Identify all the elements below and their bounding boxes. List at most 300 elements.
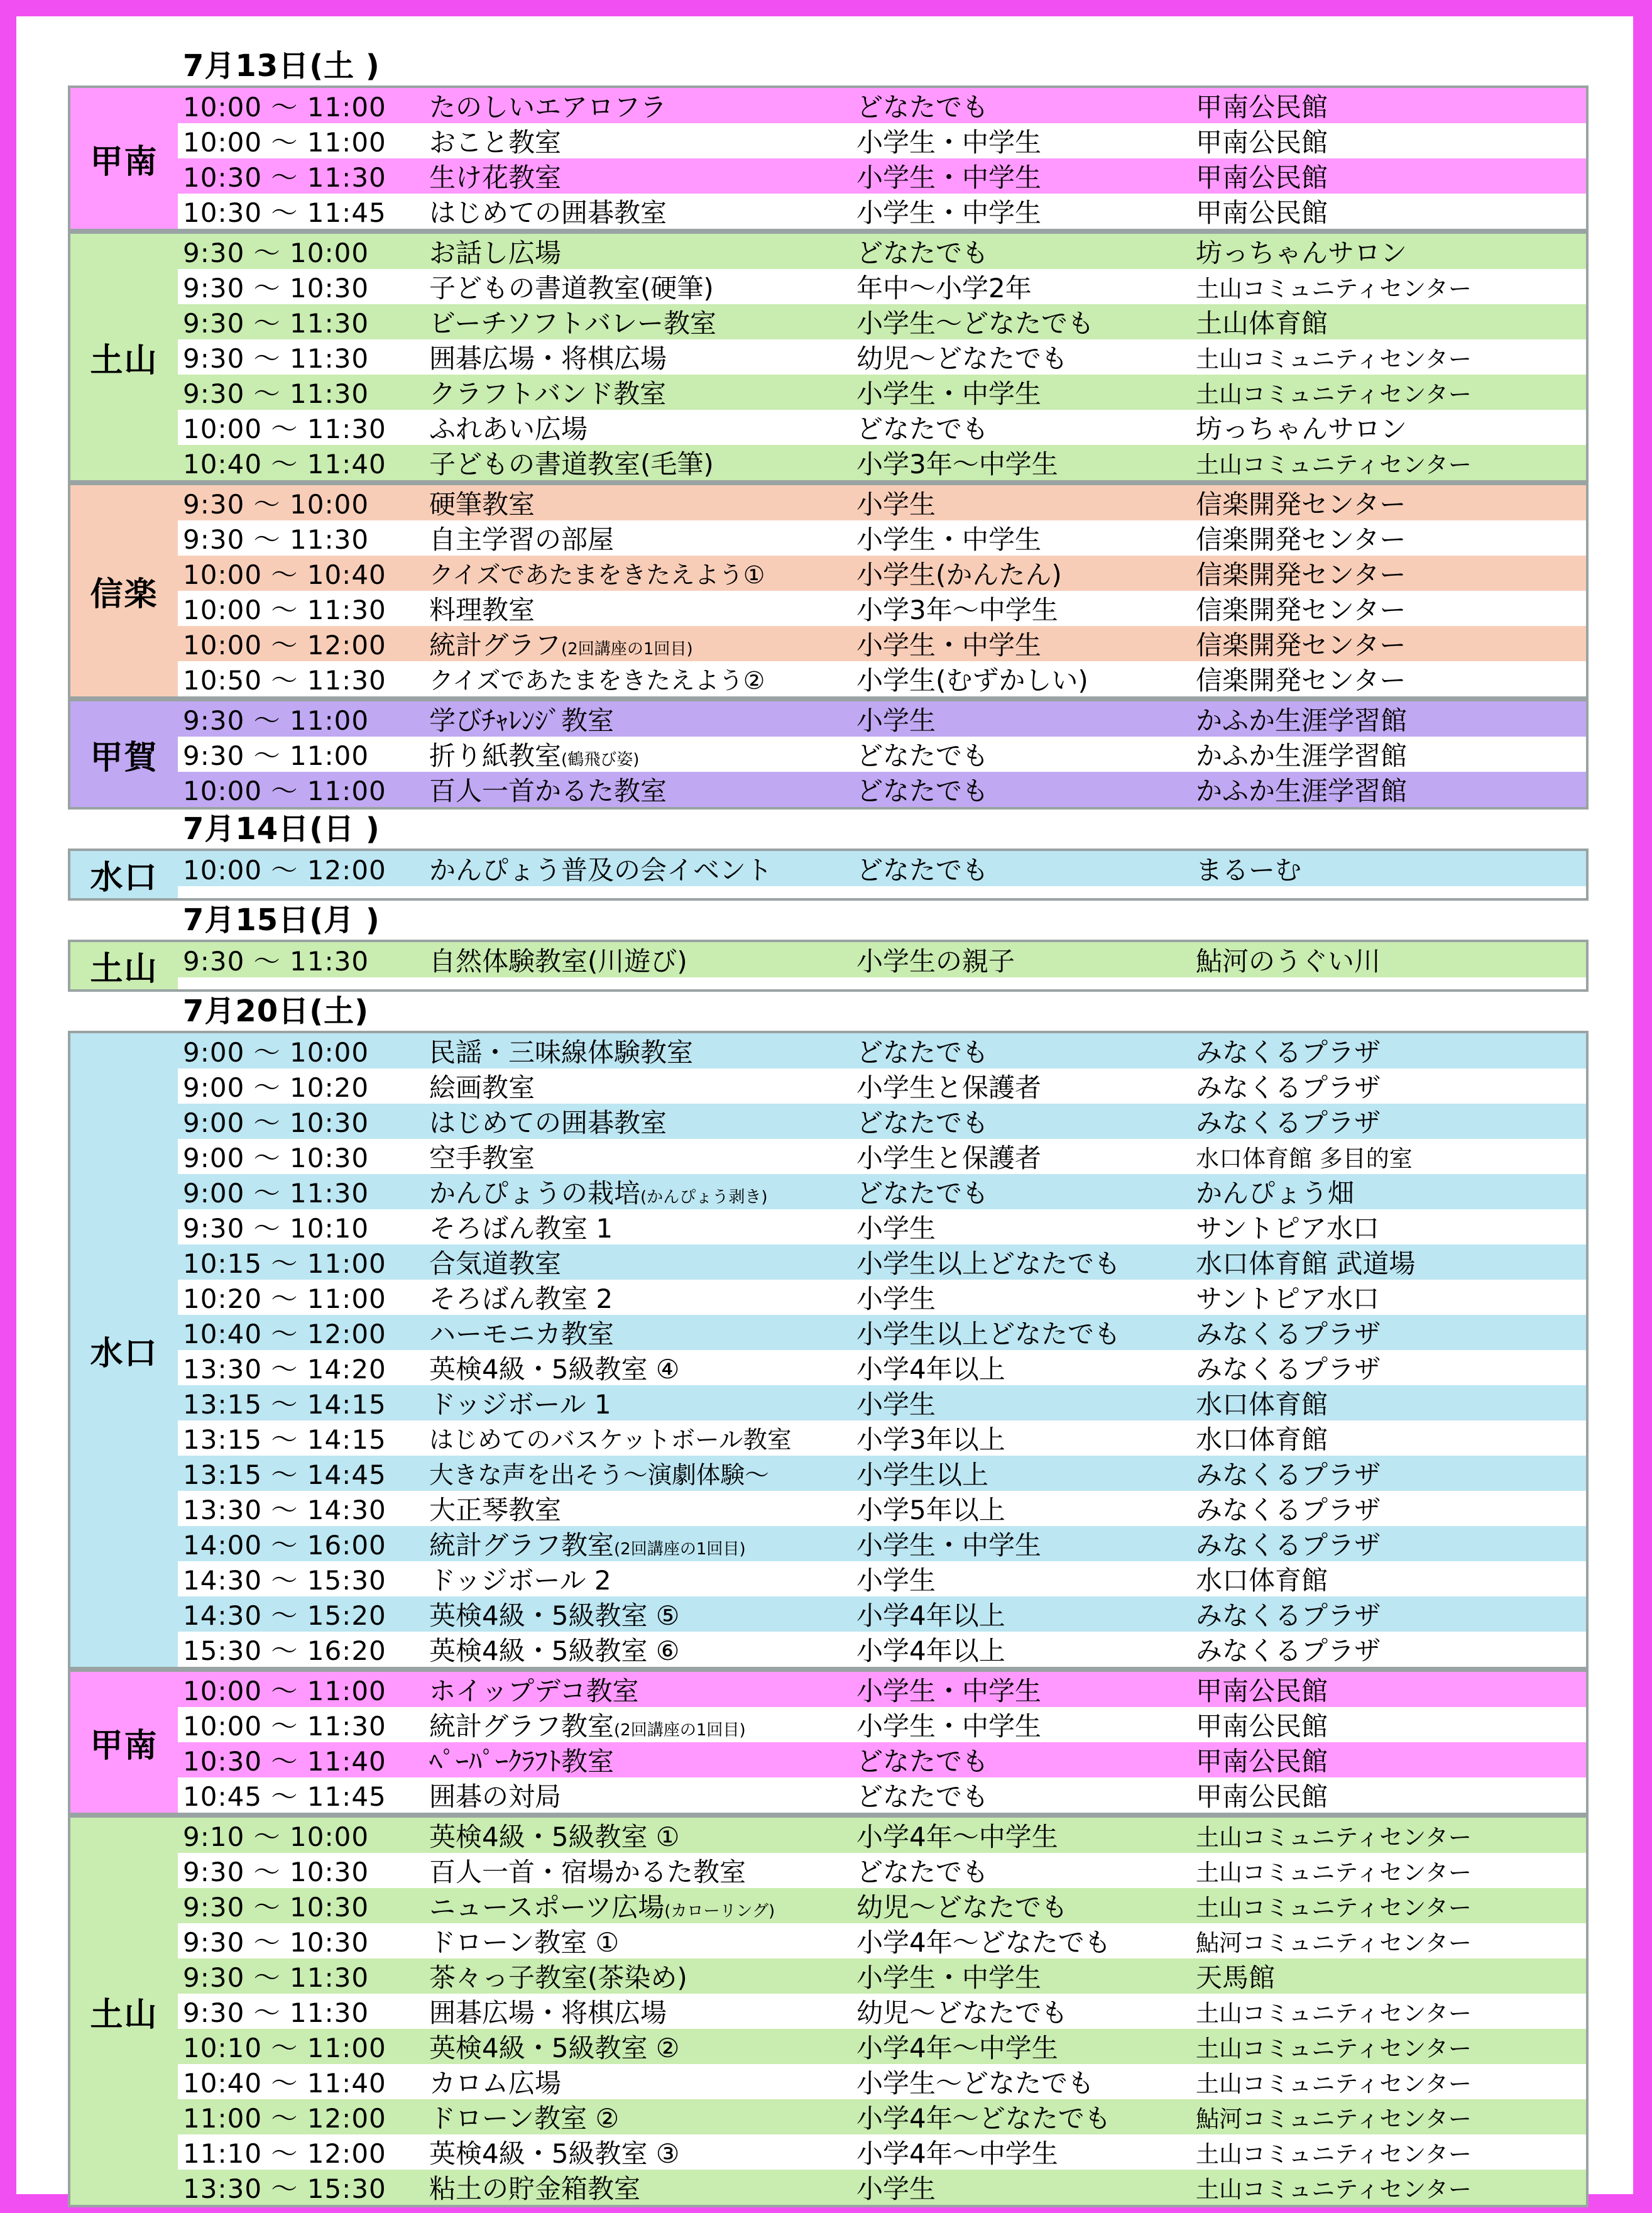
event-title-text: ホイップデコ教室 <box>429 1676 639 1706</box>
event-title-text: ドッジボール 1 <box>429 1389 611 1420</box>
event-title <box>429 409 856 446</box>
event-row <box>178 1818 1586 1853</box>
event-title-text: 統計グラフ教室 <box>429 1711 615 1742</box>
event-target: 小学4年以上 <box>856 1354 1005 1385</box>
event-rows <box>178 701 1586 807</box>
event-place: 土山コミュニティセンター <box>1196 2000 1472 2027</box>
event-time: 9:00 ～ 10:30 <box>183 1107 369 1138</box>
event-row <box>178 1853 1586 1888</box>
event-row <box>178 1244 1586 1280</box>
area-label: 水口 <box>70 1033 178 1667</box>
event-title-note: (かんぴょう剥き) <box>640 1188 768 1207</box>
event-row <box>178 1632 1586 1667</box>
event-title <box>429 192 856 230</box>
event-target: 小学生の親子 <box>856 946 1015 977</box>
event-place: 土山コミュニティセンター <box>1196 346 1472 373</box>
event-row <box>178 772 1586 807</box>
event-title <box>429 268 856 305</box>
event-place: かふか生涯学習館 <box>1196 740 1408 771</box>
event-target: 小学3年以上 <box>856 1424 1005 1455</box>
area-label: 甲南 <box>70 1672 178 1813</box>
event-row <box>178 701 1586 737</box>
event-time: 13:15 ～ 14:15 <box>183 1424 386 1455</box>
event-time: 9:10 ～ 10:00 <box>183 1821 369 1852</box>
event-target: 小学生 <box>856 705 936 736</box>
event-title-text: 絵画教室 <box>429 1072 535 1103</box>
area-block <box>68 848 1589 901</box>
event-time: 10:50 ～ 11:30 <box>183 665 386 696</box>
event-title-text: 統計グラフ <box>429 630 562 661</box>
event-title-text: 統計グラフ教室 <box>429 1530 615 1561</box>
event-place: みなくるプラザ <box>1196 1354 1381 1385</box>
event-title <box>429 1992 856 2030</box>
event-place: 土山コミュニティセンター <box>1196 2176 1472 2203</box>
event-time: 9:30 ～ 11:30 <box>183 946 369 977</box>
event-time: 10:20 ～ 11:00 <box>183 1283 386 1314</box>
event-row <box>178 1596 1586 1632</box>
area-block <box>68 699 1589 810</box>
event-row <box>178 269 1586 304</box>
event-target: 小学生 <box>856 1283 936 1314</box>
event-title <box>429 2063 856 2100</box>
event-row <box>178 88 1586 123</box>
event-title-text: 大正琴教室 <box>429 1495 562 1525</box>
event-place: 甲南公民館 <box>1196 1746 1328 1777</box>
event-place: 水口体育館 <box>1196 1424 1328 1455</box>
event-time: 9:00 ～ 10:20 <box>183 1072 369 1103</box>
event-place: 信楽開発センター <box>1196 489 1406 520</box>
date-heading: 7月20日(土) <box>183 994 369 1029</box>
event-title <box>429 1456 856 1491</box>
event-place: かふか生涯学習館 <box>1196 705 1408 736</box>
area-block <box>68 483 1589 699</box>
event-target: 幼児～どなたでも <box>856 1997 1068 2028</box>
event-row <box>178 1923 1586 1958</box>
event-title <box>429 850 856 887</box>
event-time: 9:30 ～ 10:30 <box>183 1892 369 1923</box>
event-place: みなくるプラザ <box>1196 1600 1381 1631</box>
event-time: 10:15 ～ 11:00 <box>183 1248 386 1279</box>
event-title <box>429 1067 856 1105</box>
event-title-text: 英検4級・5級教室 ⑤ <box>429 1600 680 1631</box>
event-time: 9:30 ～ 11:00 <box>183 705 369 736</box>
event-title <box>429 590 856 627</box>
event-title <box>429 941 856 979</box>
event-place: 土山コミュニティセンター <box>1196 2141 1472 2168</box>
event-target: 小学生 <box>856 1389 936 1420</box>
event-target: 小学4年～どなたでも <box>856 2103 1111 2134</box>
event-title-text: 囲碁の対局 <box>429 1781 562 1812</box>
event-target: 小学4年～中学生 <box>856 2033 1058 2063</box>
event-title-text: 大きな声を出そう～演劇体験～ <box>429 1461 769 1490</box>
event-place: みなくるプラザ <box>1196 1459 1381 1490</box>
event-target: 小学生・中学生 <box>856 162 1042 193</box>
event-title <box>429 2168 856 2206</box>
event-time: 10:40 ～ 12:00 <box>183 1319 386 1349</box>
event-target: 小学生・中学生 <box>856 1962 1042 1993</box>
event-place: 水口体育館 武道場 <box>1196 1248 1416 1279</box>
event-target: 小学生・中学生 <box>856 197 1042 228</box>
event-row <box>178 851 1586 886</box>
event-title-text: かんぴょうの栽培 <box>429 1178 641 1209</box>
event-row <box>178 1104 1586 1139</box>
event-rows <box>178 1818 1586 2205</box>
event-title-text: ふれあい広場 <box>429 414 588 444</box>
event-title <box>429 1243 856 1281</box>
event-place: 甲南公民館 <box>1196 197 1328 228</box>
event-title <box>429 157 856 195</box>
event-target: どなたでも <box>856 1857 989 1887</box>
area-label: 土山 <box>70 1818 178 2205</box>
event-target: 幼児～どなたでも <box>856 343 1068 374</box>
event-title <box>429 2098 856 2136</box>
event-time: 11:00 ～ 12:00 <box>183 2103 386 2134</box>
area-label: 土山 <box>70 942 178 989</box>
event-time: 10:40 ～ 11:40 <box>183 2068 386 2099</box>
event-row <box>178 1420 1586 1456</box>
event-place: 天馬館 <box>1196 1962 1276 1993</box>
area-block <box>68 940 1589 992</box>
event-row <box>178 1456 1586 1491</box>
event-title-text: おこと教室 <box>429 127 562 158</box>
event-time: 14:30 ～ 15:30 <box>183 1565 386 1596</box>
event-title <box>429 700 856 738</box>
event-title <box>429 1525 856 1562</box>
event-title-text: 折り紙教室 <box>429 740 562 771</box>
area-block <box>68 231 1589 483</box>
event-place: サントピア水口 <box>1196 1213 1379 1244</box>
event-title-text: そろばん教室 2 <box>429 1283 613 1314</box>
event-time: 9:30 ～ 11:30 <box>183 1962 369 1993</box>
event-place: 信楽開発センター <box>1196 665 1406 696</box>
event-row <box>178 1315 1586 1350</box>
event-target: 小学生と保護者 <box>856 1143 1042 1173</box>
event-row <box>178 942 1586 977</box>
event-rows <box>178 234 1586 480</box>
event-row <box>178 1994 1586 2029</box>
event-target: 小学生・中学生 <box>856 127 1042 158</box>
event-title-text: お話し広場 <box>429 238 562 268</box>
event-row <box>178 1068 1586 1104</box>
event-row <box>178 591 1586 626</box>
event-place: かふか生涯学習館 <box>1196 776 1408 806</box>
event-time: 10:30 ～ 11:45 <box>183 197 386 228</box>
event-title-text: 英検4級・5級教室 ③ <box>429 2138 680 2169</box>
event-row <box>178 194 1586 229</box>
event-title-text: 粘土の貯金箱教室 <box>429 2173 641 2204</box>
event-rows <box>178 88 1586 229</box>
event-row <box>178 1139 1586 1174</box>
event-title <box>429 1138 856 1175</box>
event-place: 信楽開発センター <box>1196 630 1406 661</box>
event-title <box>429 1776 856 1814</box>
event-title-text: 生け花教室 <box>429 162 562 193</box>
event-title <box>429 1922 856 1960</box>
event-place: 甲南公民館 <box>1196 1781 1328 1812</box>
event-row <box>178 123 1586 158</box>
event-title <box>429 1173 856 1211</box>
event-place: みなくるプラザ <box>1196 1495 1381 1525</box>
event-title <box>429 338 856 376</box>
area-label: 信楽 <box>70 485 178 696</box>
event-row <box>178 520 1586 556</box>
event-time: 10:10 ～ 11:00 <box>183 2033 386 2063</box>
event-time: 14:00 ～ 16:00 <box>183 1530 386 1561</box>
event-row <box>178 304 1586 339</box>
event-target: どなたでも <box>856 92 989 123</box>
event-time: 9:30 ～ 10:30 <box>183 1927 369 1958</box>
day-section <box>68 47 1589 810</box>
event-title-text: 英検4級・5級教室 ② <box>429 2033 680 2063</box>
event-title-text: たのしいエアロフラ <box>429 92 667 123</box>
event-target: 小学生以上どなたでも <box>856 1319 1121 1349</box>
event-target: どなたでも <box>856 1178 989 1209</box>
event-time: 9:00 ～ 10:30 <box>183 1143 369 1173</box>
event-title <box>429 1560 856 1598</box>
event-target: 小学4年～中学生 <box>856 2138 1058 2169</box>
event-title-text: 民謡・三味線体験教室 <box>429 1037 694 1068</box>
event-target: 小学生～どなたでも <box>856 308 1095 339</box>
event-target: 小学生・中学生 <box>856 630 1042 661</box>
event-place: 土山コミュニティセンター <box>1196 1894 1472 1921</box>
event-place: 土山コミュニティセンター <box>1196 275 1472 302</box>
event-row <box>178 1280 1586 1315</box>
event-title-text: ドローン教室 ① <box>429 1927 620 1958</box>
event-time: 10:30 ～ 11:40 <box>183 1746 386 1777</box>
event-place: 土山コミュニティセンター <box>1196 2035 1472 2062</box>
event-row <box>178 1707 1586 1742</box>
event-target: 年中～小学2年 <box>856 273 1032 304</box>
event-title <box>429 303 856 341</box>
event-place: 鮎河コミュニティセンター <box>1196 2106 1472 2133</box>
event-time: 10:00 ～ 11:30 <box>183 414 386 444</box>
event-row <box>178 445 1586 480</box>
event-place: 水口体育館 <box>1196 1389 1328 1420</box>
event-target: 小学3年～中学生 <box>856 595 1058 625</box>
event-title-text: 硬筆教室 <box>429 489 535 520</box>
event-row <box>178 1033 1586 1068</box>
event-place: かんぴょう畑 <box>1196 1178 1355 1209</box>
event-row <box>178 1777 1586 1813</box>
event-title <box>429 1278 856 1316</box>
event-title-text: はじめての囲碁教室 <box>429 197 667 228</box>
event-time: 9:30 ～ 11:30 <box>183 308 369 339</box>
event-time: 10:00 ～ 11:00 <box>183 127 386 158</box>
event-row <box>178 339 1586 375</box>
event-title-text: ハーモニカ教室 <box>429 1319 615 1349</box>
event-target: 小学生・中学生 <box>856 1711 1042 1742</box>
event-title-text: カロム広場 <box>429 2068 562 2099</box>
event-time: 10:00 ～ 11:00 <box>183 1676 386 1706</box>
day-section <box>68 901 1589 992</box>
event-time: 9:30 ～ 11:00 <box>183 740 369 771</box>
event-title <box>429 519 856 557</box>
event-title <box>429 556 856 591</box>
schedule <box>68 47 1589 2207</box>
event-target: どなたでも <box>856 855 989 886</box>
event-place: 土山コミュニティセンター <box>1196 451 1472 478</box>
event-time: 9:00 ～ 11:30 <box>183 1178 369 1209</box>
event-place: みなくるプラザ <box>1196 1319 1381 1349</box>
event-title <box>429 1887 856 1925</box>
day-section <box>68 992 1589 2207</box>
event-title-text: 茶々っ子教室(茶染め) <box>429 1962 687 1993</box>
event-row <box>178 1888 1586 1923</box>
event-target: どなたでも <box>856 1781 989 1812</box>
event-title-text: クイズであたまをきたえよう① <box>429 561 765 590</box>
event-row <box>178 485 1586 520</box>
event-title-text: 百人一首・宿場かるた教室 <box>429 1857 747 1887</box>
area-label: 甲賀 <box>70 701 178 807</box>
event-title <box>429 771 856 808</box>
event-title-text: ビーチソフトバレー教室 <box>429 308 716 339</box>
event-title <box>429 2028 856 2065</box>
event-time: 9:30 ～ 10:10 <box>183 1213 369 1244</box>
event-title <box>429 484 856 522</box>
event-time: 9:30 ～ 11:30 <box>183 378 369 409</box>
event-target: どなたでも <box>856 776 989 806</box>
event-target: 幼児～どなたでも <box>856 1892 1068 1923</box>
event-time: 10:00 ～ 12:00 <box>183 630 386 661</box>
event-title-text: 百人一首かるた教室 <box>429 776 667 806</box>
event-title <box>429 662 856 696</box>
event-title <box>429 1630 856 1668</box>
event-row <box>178 1526 1586 1561</box>
event-rows <box>178 1672 1586 1813</box>
event-title-note: (カローリング) <box>664 1902 775 1921</box>
event-place: 鮎河コミュニティセンター <box>1196 1930 1472 1957</box>
event-time: 9:30 ～ 10:00 <box>183 238 369 268</box>
event-title-text: 英検4級・5級教室 ⑥ <box>429 1635 680 1666</box>
date-heading: 7月15日(月 ) <box>183 903 380 938</box>
event-title <box>429 1741 856 1779</box>
event-title-note: (2回講座の1回目) <box>614 1721 746 1740</box>
event-title <box>429 87 856 124</box>
event-place: みなくるプラザ <box>1196 1107 1381 1138</box>
area-block <box>68 1031 1589 1669</box>
event-title <box>429 1490 856 1527</box>
event-place: 信楽開発センター <box>1196 595 1406 625</box>
area-block <box>68 85 1589 231</box>
event-target: 小学生 <box>856 1213 936 1244</box>
event-place: 甲南公民館 <box>1196 162 1328 193</box>
event-title-text: 学びﾁｬﾚﾝｼﾞ教室 <box>429 705 615 736</box>
event-place: みなくるプラザ <box>1196 1037 1381 1068</box>
event-place: 土山コミュニティセンター <box>1196 1824 1472 1851</box>
event-target: 小学生と保護者 <box>856 1072 1042 1103</box>
event-target: 小学生・中学生 <box>856 1676 1042 1706</box>
event-time: 9:30 ～ 11:30 <box>183 524 369 555</box>
event-rows <box>178 1033 1586 1667</box>
event-target: 小学生 <box>856 1565 936 1596</box>
event-target: 小学生・中学生 <box>856 378 1042 409</box>
event-title-text: ドッジボール 2 <box>429 1565 611 1596</box>
event-time: 13:30 ～ 15:30 <box>183 2173 386 2204</box>
event-row <box>178 1958 1586 1994</box>
event-row <box>178 1174 1586 1209</box>
date-heading: 7月14日(日 ) <box>183 811 380 847</box>
event-time: 9:30 ～ 10:30 <box>183 273 369 304</box>
event-row <box>178 556 1586 591</box>
event-row <box>178 626 1586 661</box>
event-row <box>178 234 1586 269</box>
area-block <box>68 1815 1589 2207</box>
event-title-text: 料理教室 <box>429 595 535 625</box>
event-title-text: 自主学習の部屋 <box>429 524 615 555</box>
area-label: 甲南 <box>70 88 178 229</box>
event-target: 小学5年以上 <box>856 1495 1005 1525</box>
event-title <box>429 1706 856 1743</box>
event-row <box>178 375 1586 410</box>
event-title <box>429 1957 856 1995</box>
event-target: どなたでも <box>856 1037 989 1068</box>
event-place: 水口体育館 多目的室 <box>1196 1145 1413 1172</box>
event-title-text: ﾍﾟｰﾊﾟｰｸﾗﾌﾄ教室 <box>429 1746 615 1777</box>
event-title-text: 自然体験教室(川遊び) <box>429 946 687 977</box>
event-place: まるーむ <box>1196 855 1302 886</box>
event-time: 10:00 ～ 11:30 <box>183 1711 386 1742</box>
event-title-text: 空手教室 <box>429 1143 535 1173</box>
event-title-note: (鶴飛び姿) <box>561 750 640 769</box>
event-target: 小学4年～どなたでも <box>856 1927 1111 1958</box>
event-title <box>429 122 856 160</box>
event-row <box>178 1491 1586 1526</box>
event-place: 甲南公民館 <box>1196 1711 1328 1742</box>
area-block <box>68 1669 1589 1815</box>
event-target: どなたでも <box>856 1107 989 1138</box>
event-row <box>178 2029 1586 2064</box>
event-row <box>178 2134 1586 2170</box>
event-title-note: (2回講座の1回目) <box>614 1540 746 1559</box>
event-target: 小学生(むずかしい) <box>856 665 1088 696</box>
event-row <box>178 410 1586 445</box>
event-place: 甲南公民館 <box>1196 1676 1328 1706</box>
date-heading: 7月13日(土 ) <box>183 48 380 84</box>
event-rows <box>178 851 1586 898</box>
event-target: 小学生 <box>856 489 936 520</box>
event-row <box>178 661 1586 696</box>
event-row <box>178 2099 1586 2134</box>
event-row <box>178 1672 1586 1707</box>
event-title-text: 囲碁広場・将棋広場 <box>429 343 667 374</box>
day-section <box>68 810 1589 901</box>
event-title <box>429 1421 856 1456</box>
event-title-text: 子どもの書道教室(毛筆) <box>429 449 714 480</box>
event-title <box>429 1852 856 1889</box>
event-row <box>178 158 1586 194</box>
event-row <box>178 1350 1586 1385</box>
event-target: 小学生 <box>856 2173 936 2204</box>
event-title-text: 子どもの書道教室(硬筆) <box>429 273 714 304</box>
event-time: 10:40 ～ 11:40 <box>183 449 386 480</box>
event-time: 13:30 ～ 14:20 <box>183 1354 386 1385</box>
event-place: 鮎河のうぐい川 <box>1196 946 1381 977</box>
event-time: 9:00 ～ 10:00 <box>183 1037 369 1068</box>
event-place: 信楽開発センター <box>1196 524 1406 555</box>
event-row <box>178 2170 1586 2205</box>
event-place: サントピア水口 <box>1196 1283 1379 1314</box>
event-title-text: クイズであたまをきたえよう② <box>429 666 765 695</box>
event-title <box>429 373 856 411</box>
event-time: 9:30 ～ 10:30 <box>183 1857 369 1887</box>
event-time: 14:30 ～ 15:20 <box>183 1600 386 1631</box>
event-place: みなくるプラザ <box>1196 1635 1381 1666</box>
event-time: 10:00 ～ 10:40 <box>183 559 386 590</box>
event-title <box>429 1208 856 1246</box>
event-row <box>178 1742 1586 1777</box>
event-title <box>429 1816 856 1854</box>
event-time: 9:30 ～ 11:30 <box>183 1997 369 2028</box>
